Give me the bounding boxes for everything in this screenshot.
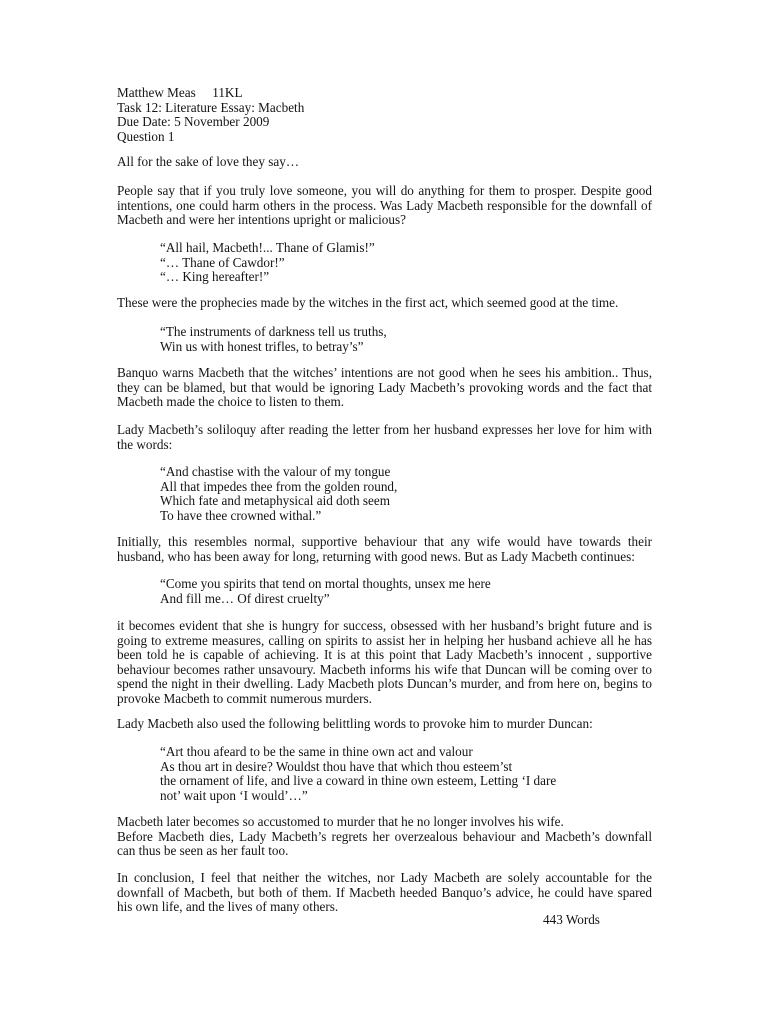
quote-line: “All hail, Macbeth!... Thane of Glamis!” xyxy=(160,240,375,255)
paragraph-banquo-warning: Banquo warns Macbeth that the witches’ intentions are not good when he sees his ambition.. Thus, they can be blamed, but that would be ignoring Lady Macbeth’s provoking words and the fact that Macbeth made the choice to listen to them. xyxy=(117,365,652,410)
quote-prophecies xyxy=(160,241,640,285)
quote-line: As thou art in desire? Wouldst thou have that which thou esteem’st xyxy=(160,758,513,774)
quote-line: “Come you spirits that tend on mortal thoughts, unsex me here xyxy=(160,576,491,591)
quote-line: the ornament of life, and live a coward in thine own esteem, Letting ‘I dare xyxy=(160,773,557,789)
quote-line: “… Thane of Cawdor!” xyxy=(160,254,285,270)
paragraph-line: Before Macbeth dies, Lady Macbeth’s regrets her overzealous behaviour and Macbeth’s downfall can thus be seen as her fault too. xyxy=(117,828,652,859)
question-line: Question 1 xyxy=(117,128,175,144)
quote-afeard xyxy=(160,745,640,803)
paragraph-intro: People say that if you truly love someone, you will do anything for them to prosper. Despite good intentions, one could harm others in the process. Was Lady Macbeth responsible for the downfall of Macbeth and were her intentions upright or malicious? xyxy=(117,183,652,228)
paragraph-regret xyxy=(117,815,652,859)
paragraph-line: Macbeth later becomes so accustomed to murder that he no longer involves his wife. xyxy=(117,814,564,829)
paragraph-conclusion: In conclusion, I feel that neither the witches, nor Lady Macbeth are solely accountable for the downfall of Macbeth, but both of them. If Macbeth heeded Banquo’s advice, he could have spared his own life, and the lives of many others. xyxy=(117,870,652,915)
quote-line: To have thee crowned withal.” xyxy=(160,507,322,523)
paragraph-prophecies: These were the prophecies made by the witches in the first act, which seemed good at the time. xyxy=(117,295,619,310)
task-line: Task 12: Literature Essay: Macbeth xyxy=(117,99,305,115)
quote-banquo xyxy=(160,325,640,354)
quote-line: All that impedes thee from the golden round, xyxy=(160,478,398,494)
paragraph-supportive: Initially, this resembles normal, supportive behaviour that any wife would have towards their husband, who has been away for long, returning with good news. But as Lady Macbeth continues: xyxy=(117,534,652,564)
quote-line: And fill me… Of direst cruelty” xyxy=(160,590,330,606)
paragraph-soliloquy: Lady Macbeth’s soliloquy after reading the letter from her husband expresses her love for him with the words: xyxy=(117,422,652,452)
quote-line: not’ wait upon ‘I would’…” xyxy=(160,787,308,803)
due-date-line: Due Date: 5 November 2009 xyxy=(117,114,270,130)
quote-line: “The instruments of darkness tell us truths, xyxy=(160,324,387,339)
word-count: 443 Words xyxy=(543,912,600,927)
quote-chastise xyxy=(160,465,640,523)
paragraph-ambition: it becomes evident that she is hungry for success, obsessed with her husband’s bright future and is going to extreme measures, calling on spirits to assist her in helping her husband achieve all he has been told he is capable of achieving. It is at this point that Lady Macbeth’s innocent , supportive behaviour becomes rather unsavoury. Macbeth informs his wife that Duncan will be coming over to spend the night in their dwelling. Lady Macbeth plots Duncan’s murder, and from here on, begins to provoke Macbeth to commit numerous murders. xyxy=(117,618,652,706)
quote-spirits xyxy=(160,577,640,606)
quote-line: Win us with honest trifles, to betray’s” xyxy=(160,338,364,354)
quote-line: “Art thou afeard to be the same in thine own act and valour xyxy=(160,744,473,759)
paragraph-belittling: Lady Macbeth also used the following belittling words to provoke him to murder Duncan: xyxy=(117,716,593,731)
quote-line: “And chastise with the valour of my tongue xyxy=(160,464,391,479)
author-line: Matthew Meas 11KL xyxy=(117,85,243,100)
essay-title: All for the sake of love they say… xyxy=(117,154,300,169)
quote-line: Which fate and metaphysical aid doth seem xyxy=(160,493,390,509)
quote-line: “… King hereafter!” xyxy=(160,269,270,285)
essay-header xyxy=(117,86,652,144)
